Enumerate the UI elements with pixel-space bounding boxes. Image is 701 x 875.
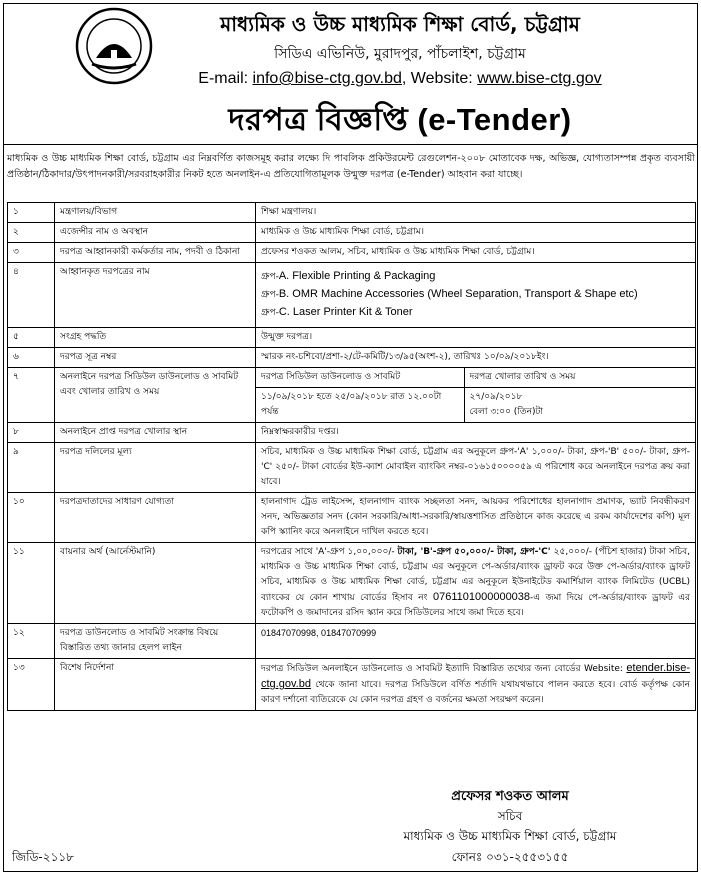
table-row bbox=[8, 328, 696, 348]
signatory-phone: ফোনঃ ০৩১-২৫৫৩১৫৫ bbox=[451, 850, 569, 864]
earnest-part-1: দরপত্রের সাথে 'A'-গ্রুপ ১,০০,০০০/- bbox=[261, 547, 398, 557]
intro-paragraph: মাধ্যমিক ও উচ্চ মাধ্যমিক শিক্ষা বোর্ড, চট্টগ্রাম এর নিম্নবর্ণিত কাজসমূহ করার লক্ষ্যে দি পাবলিক প্রকিউরমেন্ট রেগুলেশন-২০০৮ মোতাবেক দক্ষ, অভিজ্ঞ, যোগ্যতাসম্পন্ন প্রকৃত ব্যবসায়ী প্রতিষ্ঠান/ঠিকাদার/উৎপাদনকারী/সরবরাহকারীর নিকট হতে অনলাইন-এ প্রতিযোগিতামূলক উন্মুক্ত দরপত্র (e-Tender) আহবান করা যাচ্ছে। bbox=[7, 153, 695, 180]
gd-number: জিডি-২১১৮ bbox=[12, 850, 74, 864]
row-value: নিম্নস্বাক্ষরকারীর দপ্তর। bbox=[256, 423, 696, 443]
etender-link[interactable]: etender.bise-ctg.gov.bd bbox=[261, 662, 690, 690]
helpline-numbers: 01847070998, 01847070999 bbox=[256, 624, 696, 659]
row-label: অনলাইনে দরপত্র সিডিউল ডাউনলোড ও সাবমিট এবং খোলার তারিখ ও সময় bbox=[55, 368, 256, 423]
table-row bbox=[8, 423, 696, 443]
row-value bbox=[256, 368, 696, 423]
signatory-org: মাধ্যমিক ও উচ্চ মাধ্যমিক শিক্ষা বোর্ড, চট্টগ্রাম bbox=[403, 829, 617, 843]
notice-title: দরপত্র বিজ্ঞপ্তি (e-Tender) bbox=[228, 102, 572, 137]
table-row bbox=[8, 493, 696, 543]
opening-time: বেলা ৩:০০ (তিন)টা bbox=[469, 407, 544, 417]
group-b-name: B. OMR Machine Accessories (Wheel Separation, Transport & Shape etc) bbox=[278, 288, 638, 300]
table-row bbox=[8, 624, 696, 659]
schedule-subtable bbox=[256, 368, 695, 422]
earnest-bold: টাকা, 'B'-গ্রুপ ৫০,০০০/- টাকা, গ্রুপ-'C' bbox=[397, 547, 554, 557]
board-address: সিডিএ এভিনিউ, মুরাদপুর, পাঁচলাইশ, চট্টগ্রাম bbox=[274, 46, 526, 62]
instruction-part-2: থেকে জানা যাবে। দরপত্র সিডিউলে বর্ণিত শর্তাদি যথাযথভাবে পালন করতে হবে। বোর্ড কর্তৃপক্ষ কোন কারণ দর্শানো ব্যতিরেকে যে কোন দরপত্র গ্রহণ ও বর্জনের ক্ষমতা সংরক্ষণ করেন। bbox=[261, 680, 690, 705]
tender-table bbox=[7, 202, 696, 711]
download-header: দরপত্র সিডিউল ডাউনলোড ও সাবমিট bbox=[256, 368, 464, 388]
row-label: দরপত্র সূত্র নম্বর bbox=[55, 348, 256, 368]
group-a-prefix: গ্রুপ- bbox=[261, 272, 279, 282]
table-row bbox=[8, 443, 696, 493]
row-value: হালনাগাদ ট্রেড লাইসেন্স, হালনাগাদ ব্যাংক সচ্ছলতা সনদ, আয়কর পরিশোধের হালনাগাদ প্রমাণক, ভ্যাট নিবন্ধীকরণ সনদ, অভিজ্ঞতার সনদ (কোন সরকারি/আধা-সরকারি/স্বায়ত্তশাসিত প্রতিষ্ঠানে কাজ করেছে এ রকম কার্যাদেশের কপি) মূল কপি স্ক্যানিং করে অনলাইনে দাখিল করতে হবে। bbox=[256, 493, 696, 543]
row-value: উন্মুক্ত দরপত্র। bbox=[256, 328, 696, 348]
email-label: E-mail: bbox=[198, 70, 249, 87]
row-number: ৬ bbox=[8, 348, 55, 368]
opening-datetime bbox=[464, 388, 695, 423]
table-row bbox=[8, 659, 696, 711]
row-number: ২ bbox=[8, 223, 55, 243]
signatory-role: সচিব bbox=[497, 809, 523, 823]
row-number: ৮ bbox=[8, 423, 55, 443]
row-label: আহ্বানকৃত দরপত্রের নাম bbox=[55, 263, 256, 328]
website-link[interactable]: www.bise-ctg.gov bbox=[477, 70, 602, 87]
row-number: ১১ bbox=[8, 543, 55, 624]
email-link[interactable]: info@bise-ctg.gov.bd bbox=[252, 70, 402, 87]
row-value bbox=[256, 543, 696, 624]
table-row bbox=[8, 203, 696, 223]
row-value: শিক্ষা মন্ত্রণালয়। bbox=[256, 203, 696, 223]
row-number: ১০ bbox=[8, 493, 55, 543]
group-c-prefix: গ্রুপ- bbox=[261, 308, 279, 318]
row-label: দরপত্র দলিলের মূল্য bbox=[55, 443, 256, 493]
table-row bbox=[8, 243, 696, 263]
table-row bbox=[8, 348, 696, 368]
row-value bbox=[256, 659, 696, 711]
row-value: সচিব, মাধ্যমিক ও উচ্চ মাধ্যমিক শিক্ষা বোর্ড, চট্টগ্রাম এর অনুকূলে গ্রুপ-'A' ১,০০০/- টাকা, গ্রুপ-'B' ৫০০/- টাকা, গ্রুপ-'C' ২৫০/- টাকা বোর্ডের ইউ-ক্যাশ মোবাইল ব্যাংকিং নম্বর-০১৬১৫০০০০৫৯ এ পরিশোধ করে অনলাইনে দরপত্র ক্রয় করা যাবে। bbox=[256, 443, 696, 493]
board-seal-logo bbox=[74, 6, 154, 86]
row-value: স্মারক নং-চশিবো/প্রশা-২/টে-কমিটি/১৩/৯৫(অংশ-২), তারিখঃ ১০/০৯/২০১৮ইং। bbox=[256, 348, 696, 368]
row-value bbox=[256, 263, 696, 328]
group-b-prefix: গ্রুপ- bbox=[261, 290, 279, 300]
table-row bbox=[8, 368, 696, 423]
row-number: ৩ bbox=[8, 243, 55, 263]
group-a-name: A. Flexible Printing & Packaging bbox=[278, 270, 436, 282]
row-number: ৫ bbox=[8, 328, 55, 348]
opening-date: ২৭/০৯/২০১৮ bbox=[469, 392, 523, 402]
download-period: ১১/০৯/২০১৮ হতে ২৫/০৯/২০১৮ রাত ১২.০০টা পর্যন্ত bbox=[256, 388, 464, 423]
contact-line bbox=[150, 70, 650, 88]
instruction-part-1: দরপত্র সিডিউল অনলাইনে ডাউনলোড ও সাবমিট ইত্যাদি বিস্তারিত তথ্যের জন্য বোর্ডের Website: bbox=[261, 664, 627, 674]
row-label: বায়নার অর্থ (আর্নেস্টমানি) bbox=[55, 543, 256, 624]
row-label: দরপত্র ডাউনলোড ও সাবমিট সংক্রান্ত বিষয়ে বিস্তারিত তথ্য জানার হেলপ লাইন bbox=[55, 624, 256, 659]
header-divider bbox=[3, 144, 698, 145]
row-value: প্রফেসর শওকত আলম, সচিব, মাধ্যমিক ও উচ্চ মাধ্যমিক শিক্ষা বোর্ড, চট্টগ্রাম। bbox=[256, 243, 696, 263]
table-row bbox=[8, 223, 696, 243]
earnest-part-2: ২৫,০০০/- (পঁচিশ হাজার) টাকা সচিব, মাধ্যমিক ও উচ্চ মাধ্যমিক শিক্ষা বোর্ড, চট্টগ্রাম এর অনুকূলে পে-অর্ডার/ব্যাংক ড্রাফট করে উক্ত পে-অর্ডার/ব্যাংক ড্রাফট সচিব, মাধ্যমিক ও উচ্চ মাধ্যমিক শিক্ষা বোর্ড, চট্টগ্রাম এর অনুকূলে ইউনাইটেড কমার্শিয়াল ব্যাংক লিমিটেড (UCBL) ব্যাংকের যে কোন শাখায় বোর্ডের হিসাব নং bbox=[261, 547, 690, 603]
row-number: ৯ bbox=[8, 443, 55, 493]
table-row bbox=[8, 263, 696, 328]
row-label: বিশেষ নির্দেশনা bbox=[55, 659, 256, 711]
table-row bbox=[8, 543, 696, 624]
row-number: ১২ bbox=[8, 624, 55, 659]
row-label: অনলাইনে প্রাপ্ত দরপত্র খোলার স্থান bbox=[55, 423, 256, 443]
row-label: দরপত্রদাতাদের সাধারণ যোগ্যতা bbox=[55, 493, 256, 543]
row-number: ৭ bbox=[8, 368, 55, 423]
signatory-name: প্রফেসর শওকত আলম bbox=[451, 789, 569, 804]
row-number: ৪ bbox=[8, 263, 55, 328]
row-value: মাধ্যমিক ও উচ্চ মাধ্যমিক শিক্ষা বোর্ড, চট্টগ্রাম। bbox=[256, 223, 696, 243]
row-number: ১৩ bbox=[8, 659, 55, 711]
board-title: মাধ্যমিক ও উচ্চ মাধ্যমিক শিক্ষা বোর্ড, চট্টগ্রাম bbox=[220, 12, 580, 36]
row-label: এজেন্সীর নাম ও অবস্থান bbox=[55, 223, 256, 243]
website-label: , Website: bbox=[401, 70, 473, 87]
earnest-part-3: -এ জমা দিয়ে পে-অর্ডার/ব্যাংক ড্রাফট এর ফটোকপি ও জমাদানের রসিদ স্ক্যান করে সিডিউলের সাথে জমা দিতে হবে। bbox=[261, 593, 691, 618]
row-label: মন্ত্রণালয়/বিভাগ bbox=[55, 203, 256, 223]
bank-account-number: 0761101000000038 bbox=[432, 591, 531, 603]
opening-header: দরপত্র খোলার তারিখ ও সময় bbox=[464, 368, 695, 388]
row-label: দরপত্র আহ্বানকারী কর্মকর্তার নাম, পদবী ও ঠিকানা bbox=[55, 243, 256, 263]
row-number: ১ bbox=[8, 203, 55, 223]
row-label: সংগ্রহ পদ্ধতি bbox=[55, 328, 256, 348]
group-c-name: C. Laser Printer Kit & Toner bbox=[278, 306, 413, 318]
